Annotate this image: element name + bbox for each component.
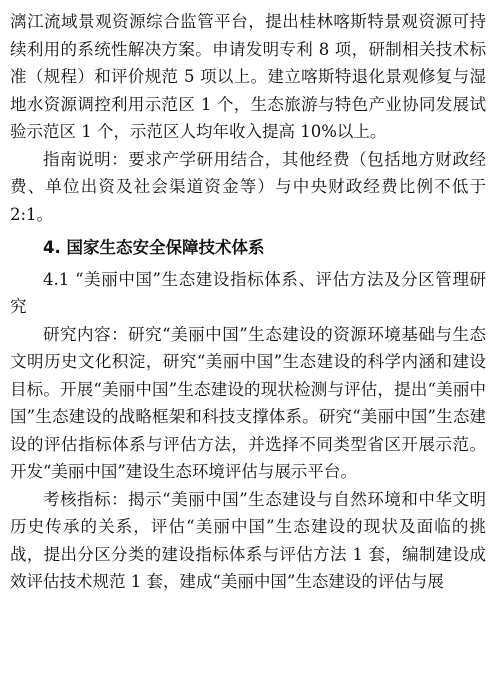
subsection-heading: 4.1 “美丽中国”生态建设指标体系、评估方法及分区管理研究 xyxy=(10,269,486,316)
section-heading: 4. 国家生态安全保障技术体系 xyxy=(43,238,265,257)
paragraph-research-content: 研究内容：研究“美丽中国”生态建设的资源环境基础与生态文明历史文化积淀，研究“美丽中国”生态建设的科学内涵和建设目标。开展“美丽中国”生态建设的现状检测与评估，提出“美丽中国”生态建设的战略框架和科技支撑体系。研究“美丽中国”生态建设的评估指标体系与评估方法，并选择不同类型省区开展示范。开发“美丽中国”建设生态环境评估与展示平台。 xyxy=(10,324,486,481)
paragraph-assessment-indicators: 考核指标：揭示“美丽中国”生态建设与自然环境和中华文明历史传承的关系，评估“美丽中国”生态建设的现状及面临的挑战，提出分区分类的建设指标体系与评估方法 1 套，编制建设成效评估技术规范 1 套，建成“美丽中国”生态建设的评估与展 xyxy=(10,489,486,591)
paragraph-guide-note: 指南说明：要求产学研用结合，其他经费（包括地方财政经费、单位出资及社会渠道资金等）与中央财政经费比例不低于 2:1。 xyxy=(10,149,486,224)
paragraph-outcomes: 漓江流域景观资源综合监管平台，提出桂林喀斯特景观资源可持续利用的系统性解决方案。申请发明专利 8 项，研制相关技术标准（规程）和评价规范 5 项以上。建立喀斯特退化景观修复与湿地水资源调控利用示范区 1 个，生态旅游与特色产业协同发展试验示范区 1 个，示范区人均年收入提高 10%以上。 xyxy=(10,12,486,141)
